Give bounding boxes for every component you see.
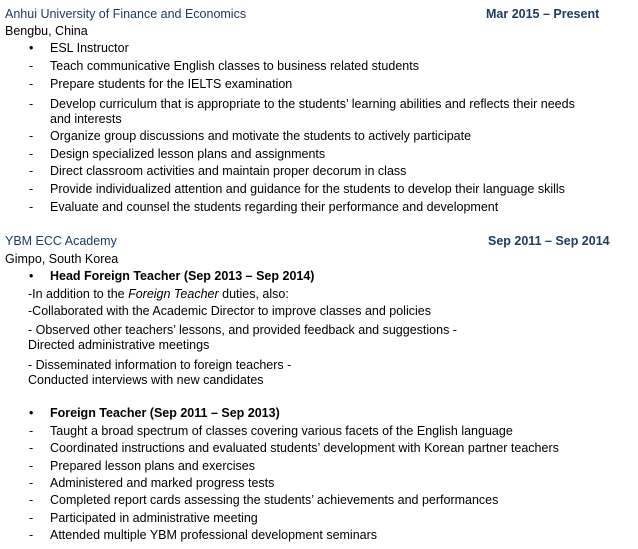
job1-dates: Mar 2015 – Present xyxy=(486,7,600,21)
job1-location: Bengbu, China xyxy=(5,24,88,38)
dash-marker: - xyxy=(29,441,34,455)
dash-marker: - xyxy=(29,164,34,178)
dash-marker: - xyxy=(29,200,34,214)
dash-marker: - xyxy=(29,147,34,161)
dash-marker: - xyxy=(29,476,34,490)
job1-bullet: Teach communicative English classes to business related students xyxy=(50,59,419,73)
job1-bullet: Prepare students for the IELTS examination xyxy=(50,77,293,91)
job2-role1-line: -Collaborated with the Academic Director to improve classes and policies xyxy=(28,304,431,318)
job2-role1-line: - Observed other teachers’ lessons, and provided feedback and suggestions - xyxy=(28,323,457,337)
bullet-marker: • xyxy=(29,41,34,55)
job2-bullet: Prepared lesson plans and exercises xyxy=(50,459,255,473)
bullet-marker: • xyxy=(29,269,34,283)
job1-bullet: Design specialized lesson plans and assignments xyxy=(50,147,326,161)
job2-bullet: Administered and marked progress tests xyxy=(50,476,275,490)
job2-bullet: Taught a broad spectrum of classes covering various facets of the English language xyxy=(50,424,513,438)
job2-bullet: Participated in administrative meeting xyxy=(50,511,258,525)
job2-role-foreign-teacher: Foreign Teacher (Sep 2011 – Sep 2013) xyxy=(50,406,280,420)
dash-marker: - xyxy=(29,528,34,542)
dash-marker: - xyxy=(29,424,34,438)
job1-bullet: Evaluate and counsel the students regarding their performance and development xyxy=(50,200,499,214)
job1-role: ESL Instructor xyxy=(50,41,129,55)
intro-text: -In addition to the xyxy=(28,287,129,301)
bullet-marker: • xyxy=(29,406,34,420)
dash-marker: - xyxy=(29,182,34,196)
job2-role1-line: Directed administrative meetings xyxy=(28,338,210,352)
job2-role1-line: Conducted interviews with new candidates xyxy=(28,373,264,387)
job2-location: Gimpo, South Korea xyxy=(5,252,119,266)
job1-bullet: Direct classroom activities and maintain proper decorum in class xyxy=(50,164,407,178)
dash-marker: - xyxy=(29,97,34,111)
job2-role1-intro xyxy=(28,286,289,302)
job1-bullet: Organize group discussions and motivate the students to actively participate xyxy=(50,129,472,143)
intro-text: duties, also: xyxy=(218,287,289,301)
job2-bullet: Completed report cards assessing the students’ achievements and performances xyxy=(50,493,499,507)
dash-marker: - xyxy=(29,59,34,73)
dash-marker: - xyxy=(29,493,34,507)
dash-marker: - xyxy=(29,459,34,473)
job1-organization: Anhui University of Finance and Economics xyxy=(5,7,247,21)
job2-role-head-teacher: Head Foreign Teacher (Sep 2013 – Sep 2014) xyxy=(50,269,315,283)
job1-bullet: Develop curriculum that is appropriate to the students’ learning abilities and reflects their needs xyxy=(50,97,575,111)
job2-bullet: Coordinated instructions and evaluated students’ development with Korean partner teachers xyxy=(50,441,559,455)
dash-marker: - xyxy=(29,129,34,143)
job2-role1-line: - Disseminated information to foreign teachers - xyxy=(28,358,292,372)
job1-bullet-continuation: and interests xyxy=(50,112,122,126)
intro-italic-text: Foreign Teacher xyxy=(128,287,219,301)
job2-bullet: Attended multiple YBM professional development seminars xyxy=(50,528,378,542)
job2-dates: Sep 2011 – Sep 2014 xyxy=(488,234,610,248)
job1-bullet: Provide individualized attention and guidance for the students to develop their language skills xyxy=(50,182,565,196)
job2-organization: YBM ECC Academy xyxy=(5,234,117,248)
dash-marker: - xyxy=(29,77,34,91)
dash-marker: - xyxy=(29,511,34,525)
